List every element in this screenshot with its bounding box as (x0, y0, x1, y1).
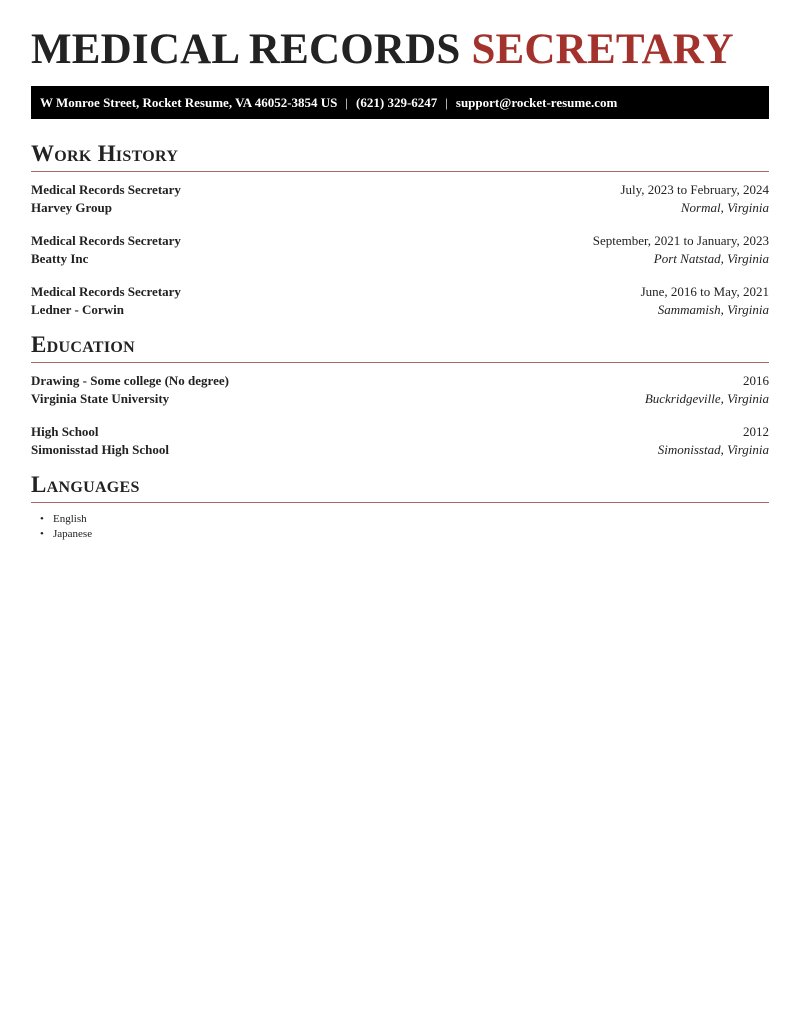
education-section (31, 333, 769, 458)
graduation-year: 2012 (743, 424, 769, 439)
list-item (40, 512, 769, 527)
contact-bar (31, 86, 769, 119)
job-title: Medical Records Secretary (31, 284, 181, 299)
school-name: Simonisstad High School (31, 442, 169, 457)
job-location: Normal, Virginia (680, 200, 769, 215)
contact-email: support@rocket-resume.com (455, 94, 618, 110)
work-entry (31, 182, 769, 216)
school-location: Buckridgeville, Virginia (644, 391, 769, 406)
job-title: Medical Records Secretary (31, 182, 181, 197)
school-location: Simonisstad, Virginia (657, 442, 769, 457)
graduation-year: 2016 (743, 373, 769, 388)
title-accent: SECRETARY (471, 26, 734, 73)
education-entry (31, 373, 769, 407)
title-role: MEDICAL RECORDS (31, 26, 461, 73)
company-name: Harvey Group (31, 200, 113, 215)
languages-list (31, 512, 769, 542)
degree-name: Drawing - Some college (No degree) (31, 373, 229, 388)
work-history-section (31, 142, 769, 318)
contact-separator: | (345, 94, 349, 110)
job-location: Sammamish, Virginia (657, 302, 769, 317)
degree-name: High School (31, 424, 99, 439)
language-name: Japanese (53, 528, 93, 540)
section-heading-work-history: Work History (31, 142, 769, 172)
job-title: Medical Records Secretary (31, 233, 181, 248)
company-name: Ledner - Corwin (31, 302, 124, 317)
education-entry (31, 424, 769, 458)
work-entry (31, 233, 769, 267)
bullet-icon: • (40, 528, 44, 540)
section-heading-languages: Languages (31, 473, 769, 503)
company-name: Beatty Inc (31, 251, 89, 266)
page-title (31, 26, 734, 73)
work-entry (31, 284, 769, 318)
school-name: Virginia State University (31, 391, 170, 406)
contact-address: W Monroe Street, Rocket Resume, VA 46052-3854 US (40, 94, 338, 110)
job-dates: June, 2016 to May, 2021 (640, 284, 769, 299)
job-dates: July, 2023 to February, 2024 (620, 182, 769, 197)
bullet-icon: • (40, 513, 44, 525)
contact-separator: | (445, 94, 448, 110)
job-location: Port Natstad, Virginia (653, 251, 769, 266)
languages-section (31, 473, 769, 542)
contact-phone: (621) 329-6247 (356, 94, 438, 110)
language-name: English (53, 513, 87, 525)
section-heading-education: Education (31, 333, 769, 363)
job-dates: September, 2021 to January, 2023 (592, 233, 769, 248)
list-item (40, 527, 769, 542)
